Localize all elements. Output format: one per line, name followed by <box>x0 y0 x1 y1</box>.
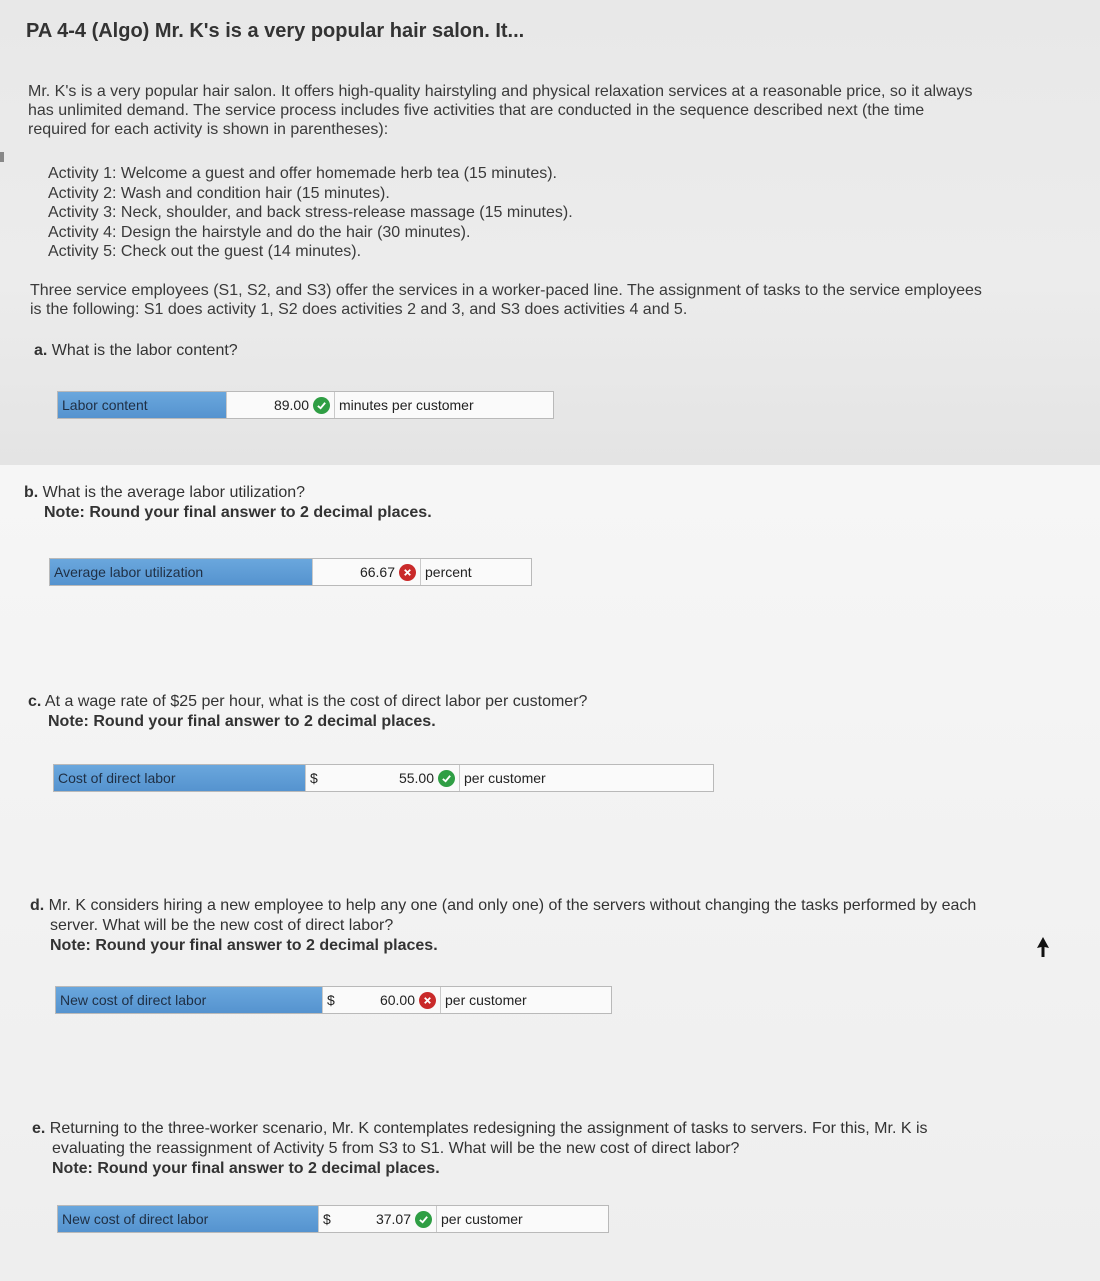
currency-symbol: $ <box>305 765 359 791</box>
labor-content-input[interactable] <box>226 392 334 418</box>
question-text: What is the labor content? <box>51 342 238 359</box>
answer-row-d <box>55 986 612 1014</box>
currency-symbol: $ <box>318 1206 348 1232</box>
setup-paragraph <box>30 281 1090 319</box>
activity-item: Activity 5: Check out the guest (14 minutes). <box>48 243 362 260</box>
check-icon <box>415 1211 432 1228</box>
question-text: Mr. K considers hiring a new employee to help any one (and only one) of the servers without changing the tasks performed by each <box>48 897 977 914</box>
question-b <box>24 483 432 523</box>
note-text: Note: Round your final answer to 2 decimal places. <box>44 504 432 521</box>
answer-value: 89.00 <box>273 397 309 413</box>
mouse-pointer-icon <box>1036 936 1050 963</box>
unit-label: minutes per customer <box>334 392 553 418</box>
cost-of-direct-labor-input[interactable] <box>359 765 459 791</box>
intro-line: required for each activity is shown in parentheses): <box>28 121 389 138</box>
question-letter: e. <box>32 1120 46 1137</box>
question-a <box>34 341 238 361</box>
answer-label: Labor content <box>58 392 226 418</box>
activity-item: Activity 1: Welcome a guest and offer homemade herb tea (15 minutes). <box>48 165 557 182</box>
note-text: Note: Round your final answer to 2 decimal places. <box>52 1160 440 1177</box>
answer-row-b <box>49 558 532 586</box>
new-cost-of-direct-labor-input[interactable] <box>352 987 440 1013</box>
x-icon <box>399 564 416 581</box>
question-text: At a wage rate of $25 per hour, what is the cost of direct labor per customer? <box>44 693 588 710</box>
question-text: Returning to the three-worker scenario, Mr. K contemplates redesigning the assignment of tasks to servers. For this, Mr. K is <box>49 1120 928 1137</box>
activity-item: Activity 4: Design the hairstyle and do the hair (30 minutes). <box>48 223 471 241</box>
answer-value: 37.07 <box>375 1211 411 1227</box>
answer-label: Average labor utilization <box>50 559 312 585</box>
question-letter: d. <box>30 897 45 914</box>
intro-line: has unlimited demand. The service process includes five activities that are conducted in the sequence described next (the time <box>28 102 925 119</box>
unit-label: per customer <box>440 987 611 1013</box>
intro-paragraph <box>28 82 1088 139</box>
answer-label: New cost of direct labor <box>56 987 322 1013</box>
x-icon <box>419 992 436 1009</box>
answer-label: Cost of direct labor <box>54 765 305 791</box>
page-title: PA 4-4 (Algo) Mr. K's is a very popular hair salon. It... <box>26 20 525 42</box>
unit-label: percent <box>420 559 531 585</box>
answer-value: 60.00 <box>379 992 415 1008</box>
check-icon <box>438 770 455 787</box>
answer-row-c <box>53 764 714 792</box>
question-text-continued: server. What will be the new cost of direct labor? <box>50 917 394 934</box>
activity-item: Activity 2: Wash and condition hair (15 minutes). <box>48 184 390 202</box>
intro-line: Mr. K's is a very popular hair salon. It offers high-quality hairstyling and physical relaxation services at a reasonable price, so it always <box>28 83 973 100</box>
answer-row-e <box>57 1205 609 1233</box>
question-text: What is the average labor utilization? <box>42 484 306 501</box>
unit-label: per customer <box>436 1206 608 1232</box>
answer-label: New cost of direct labor <box>58 1206 318 1232</box>
note-text: Note: Round your final answer to 2 decimal places. <box>48 713 436 730</box>
setup-line: is the following: S1 does activity 1, S2 does activities 2 and 3, and S3 does activities 4 and 5. <box>30 301 688 318</box>
question-letter: b. <box>24 484 39 501</box>
unit-label: per customer <box>459 765 713 791</box>
check-icon <box>313 397 330 414</box>
setup-line: Three service employees (S1, S2, and S3) offer the services in a worker-paced line. The assignment of tasks to the service employees <box>30 282 982 299</box>
question-c <box>28 692 587 732</box>
activity-list <box>48 164 948 262</box>
activity-item: Activity 3: Neck, shoulder, and back stress-release massage (15 minutes). <box>48 204 573 221</box>
question-letter: c. <box>28 693 42 710</box>
new-cost-of-direct-labor-input[interactable] <box>348 1206 436 1232</box>
note-text: Note: Round your final answer to 2 decimal places. <box>50 937 438 954</box>
answer-value: 66.67 <box>359 564 395 580</box>
question-text-continued: evaluating the reassignment of Activity 5 from S3 to S1. What will be the new cost of direct labor? <box>52 1140 740 1157</box>
currency-symbol: $ <box>322 987 352 1013</box>
average-labor-utilization-input[interactable] <box>312 559 420 585</box>
question-e <box>32 1119 1092 1179</box>
question-d <box>30 896 1100 956</box>
answer-row-a <box>57 391 554 419</box>
question-letter: a. <box>34 342 48 359</box>
answer-value: 55.00 <box>398 770 434 786</box>
edge-mark <box>0 152 4 162</box>
